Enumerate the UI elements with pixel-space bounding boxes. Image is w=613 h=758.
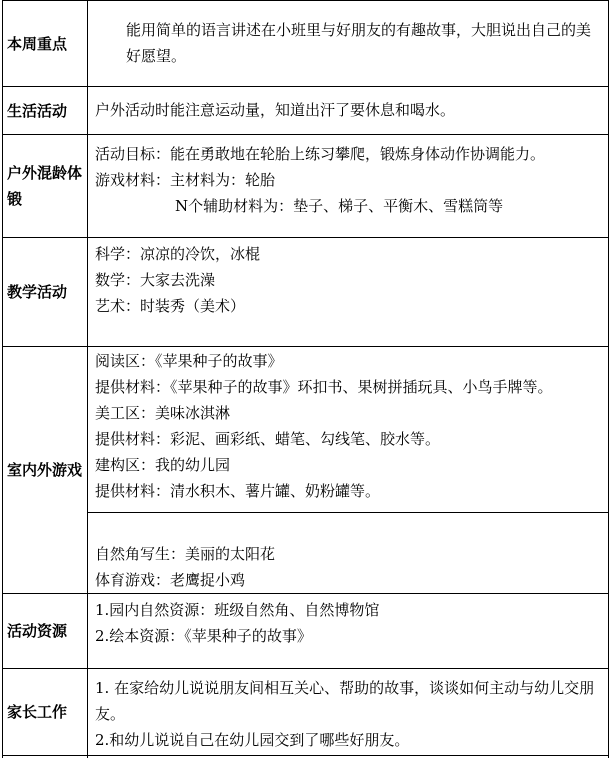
games-nature-sketch: 自然角写生：美丽的太阳花 [95, 545, 276, 563]
table-column-divider [87, 0, 88, 758]
row-content-parents [95, 675, 605, 753]
row-label-resources [3, 594, 87, 668]
games-building-materials: 提供材料：清水积木、薯片罐、奶粉罐等。 [95, 482, 381, 500]
row-content-teaching [95, 241, 605, 319]
life-label: 生活活动 [7, 101, 68, 120]
outdoor-aux-material: N个辅助材料为：垫子、梯子、平衡木、雪糕筒等 [175, 197, 504, 215]
row-label-games [3, 347, 87, 593]
parents-label: 家长工作 [7, 703, 68, 721]
row-label-life [3, 87, 87, 134]
life-text: 户外活动时能注意运动量，知道出汗了要休息和喝水。 [95, 101, 456, 119]
games-art: 美工区：美味冰淇淋 [95, 404, 231, 422]
row-content-life [95, 97, 605, 123]
table-rule [2, 593, 609, 594]
resources-label: 活动资源 [7, 622, 68, 640]
games-reading: 阅读区：《苹果种子的故事》 [95, 352, 283, 370]
outdoor-main-material: 游戏材料：主材料为：轮胎 [95, 171, 276, 189]
table-rule [2, 0, 609, 1]
games-sports: 体育游戏：老鹰捉小鸡 [95, 571, 246, 589]
outdoor-goal: 活动目标：能在勇敢地在轮胎上练习攀爬，锻炼身体动作协调能力。 [95, 145, 546, 163]
resources-nature: 1.园内自然资源：班级自然角、自然博物馆 [95, 601, 380, 619]
table-subrule [88, 512, 609, 513]
teaching-math: 数学：大家去洗澡 [95, 271, 216, 289]
games-label: 室内外游戏 [7, 461, 83, 479]
resources-picturebook: 2.绘本资源：《苹果种子的故事》 [95, 627, 312, 645]
parents-item-2: 2.和幼儿说说自己在幼儿园交到了哪些好朋友。 [95, 731, 410, 749]
focus-text: 能用简单的语言讲述在小班里与好朋友的有趣故事，大胆说出自己的美好愿望。 [126, 21, 592, 65]
row-content-focus [95, 17, 605, 69]
teaching-label: 教学活动 [7, 283, 68, 301]
row-content-outdoor [95, 141, 605, 219]
parents-item-1: 1. 在家给幼儿说说朋友间相互关心、帮助的故事，谈谈如何主动与幼儿交朋友。 [95, 679, 595, 723]
games-reading-materials: 提供材料：《苹果种子的故事》环扣书、果树拼插玩具、小鸟手牌等。 [95, 378, 553, 396]
row-content-games [95, 348, 605, 504]
table-rule [2, 134, 609, 135]
table-rule [2, 346, 609, 347]
row-label-outdoor [3, 135, 87, 237]
teaching-art: 艺术：时装秀（美术） [95, 297, 246, 315]
outdoor-label: 户外混龄体锻 [7, 164, 83, 208]
table-border-right [608, 0, 609, 758]
games-art-materials: 提供材料：彩泥、画彩纸、蜡笔、勾线笔、胶水等。 [95, 430, 441, 448]
games-building: 建构区：我的幼儿园 [95, 456, 231, 474]
row-label-teaching [3, 238, 87, 346]
focus-label: 本周重点 [7, 34, 68, 53]
table-rule [2, 755, 609, 756]
table-rule [2, 668, 609, 669]
row-label-parents [3, 669, 87, 755]
row-content-resources [95, 597, 605, 649]
row-label-focus [3, 1, 87, 86]
teaching-science: 科学：凉凉的冷饮，冰棍 [95, 245, 261, 263]
table-rule [2, 237, 609, 238]
row-content-games-extra [95, 541, 605, 593]
table-rule [2, 86, 609, 87]
